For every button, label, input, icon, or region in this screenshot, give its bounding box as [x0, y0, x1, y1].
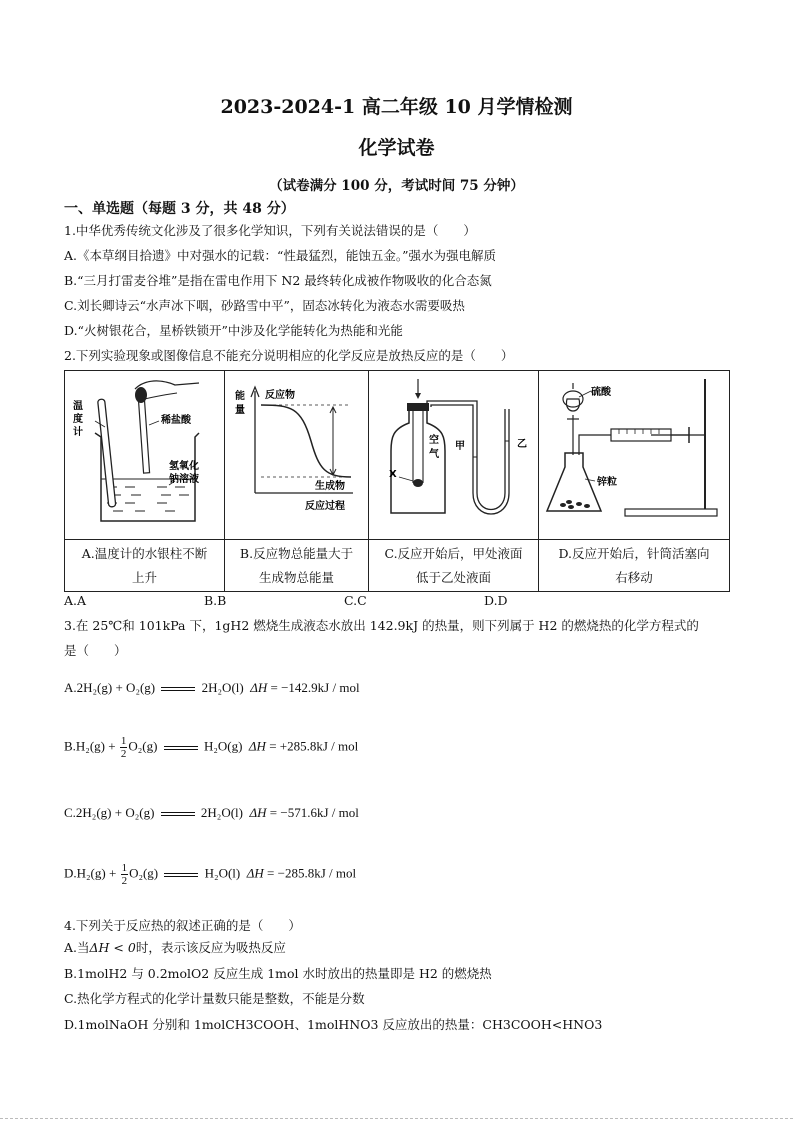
- q1-option-b: B.“三月打雷麦谷堆”是指在雷电作用下 N2 最终转化成被作物吸收的化合态氮: [64, 273, 492, 288]
- q4-option-c: C.热化学方程式的化学计量数只能是整数，不能是分数: [64, 991, 365, 1006]
- q2-figure-a: [65, 371, 225, 540]
- q2-stem: 2.下列实验现象或图像信息不能充分说明相应的化学反应是放热反应的是（ ）: [64, 348, 514, 363]
- q3-option-c: C.2H₂(g) + O₂(g) 2H₂O(l) ΔH = −571.6kJ / mol: [64, 805, 359, 820]
- exam-subject: 化学试卷: [358, 137, 435, 159]
- label-reaction-progress: 反应过程: [305, 501, 345, 512]
- label-thermometer-1: 温: [73, 401, 83, 412]
- q2-caption-d: D.反应开始后，针筒活塞向 右移动: [539, 540, 730, 592]
- q2-choice-d: D.D: [484, 593, 508, 608]
- q1-option-c: C.刘长卿诗云“水声冰下咽，砂路雪中平”，固态冰转化为液态水需要吸热: [64, 298, 465, 313]
- q3-option-d: D.H₂(g) + $\frac{1}{2}$ O₂(g) H₂O(l) ΔH = −285.8kJ / mol: [64, 862, 357, 887]
- q1-option-a: A.《本草纲目拾遗》中对强水的记载：“性最猛烈，能蚀五金。”强水为强电解质: [64, 248, 497, 263]
- q4-option-b: B.1molH2 与 0.2molO2 反应生成 1mol 水时放出的热量即是 H2 的燃烧热: [64, 966, 492, 981]
- q1-stem: 1.中华优秀传统文化涉及了很多化学知识，下列有关说法错误的是（ ）: [64, 223, 476, 238]
- label-products: 生成物: [315, 481, 345, 492]
- q4-option-d: D.1molNaOH 分别和 1molCH3COOH、1molHNO3 反应放出的热量：CH3COOH<HNO3: [64, 1017, 603, 1032]
- q4-option-a: A.当ΔH < 0时，表示该反应为吸热反应: [64, 940, 286, 955]
- label-x: X: [389, 469, 397, 480]
- q3-option-a: A.2H₂(g) + O₂(g) 2H₂O(l) ΔH = −142.9kJ / mol: [64, 680, 360, 695]
- q3-option-b: B.H₂(g) + $\frac{1}{2}$ O₂(g) H₂O(g) ΔH = +285.8kJ / mol: [64, 735, 359, 760]
- label-jia: 甲: [455, 441, 465, 452]
- label-thermometer-2: 度: [73, 414, 83, 425]
- syringe-diagram: [539, 371, 728, 535]
- q4-stem: 4.下列关于反应热的叙述正确的是（ ）: [64, 918, 301, 933]
- q1-option-d: D.“火树银花合，星桥铁锁开”中涉及化学能转化为热能和光能: [64, 323, 403, 338]
- q3-stem-line1: 3.在 25℃和 101kPa 下，1gH2 燃烧生成液态水放出 142.9kJ 的热量，则下列属于 H2 的燃烧热的化学方程式的: [64, 618, 699, 633]
- q2-caption-b: B.反应物总能量大于 生成物总能量: [225, 540, 369, 592]
- label-thermometer-3: 计: [73, 427, 83, 438]
- label-reactants: 反应物: [265, 390, 295, 401]
- q3-stem-line2: 是（ ）: [64, 643, 127, 658]
- exam-note: （试卷满分 100 分，考试时间 75 分钟）: [269, 178, 524, 194]
- section-heading: 一、单选题（每题 3 分，共 48 分）: [64, 201, 295, 217]
- exam-title: 2023-2024-1 高二年级 10 月学情检测: [220, 96, 573, 118]
- q2-choice-b: B.B: [204, 593, 227, 608]
- label-solution-1: 氢氧化: [169, 461, 199, 472]
- q2-caption-a: A.温度计的水银柱不断 上升: [65, 540, 225, 592]
- page-bottom-divider: [0, 1118, 793, 1119]
- q2-choice-c: C.C: [344, 593, 367, 608]
- q2-figure-table: [64, 370, 730, 592]
- label-air-1: 空: [429, 435, 439, 446]
- label-energy-1: 能: [235, 391, 245, 402]
- q2-figure-b: [225, 371, 369, 540]
- energy-diagram: [225, 371, 367, 535]
- u-tube-diagram: [369, 371, 537, 535]
- label-energy-2: 量: [235, 405, 245, 416]
- label-air-2: 气: [429, 449, 439, 460]
- q2-caption-c: C.反应开始后，甲处液面 低于乙处液面: [369, 540, 539, 592]
- beaker-thermometer-diagram: [65, 371, 223, 535]
- label-solution-2: 钠溶液: [169, 474, 199, 485]
- label-acid: 稀盐酸: [161, 415, 191, 426]
- q2-figure-d: [539, 371, 730, 540]
- label-zinc: 锌粒: [597, 477, 617, 488]
- q2-figure-c: [369, 371, 539, 540]
- label-yi: 乙: [517, 439, 527, 450]
- label-sulfuric-acid: 硫酸: [591, 387, 611, 398]
- q2-choice-a: A.A: [64, 593, 87, 608]
